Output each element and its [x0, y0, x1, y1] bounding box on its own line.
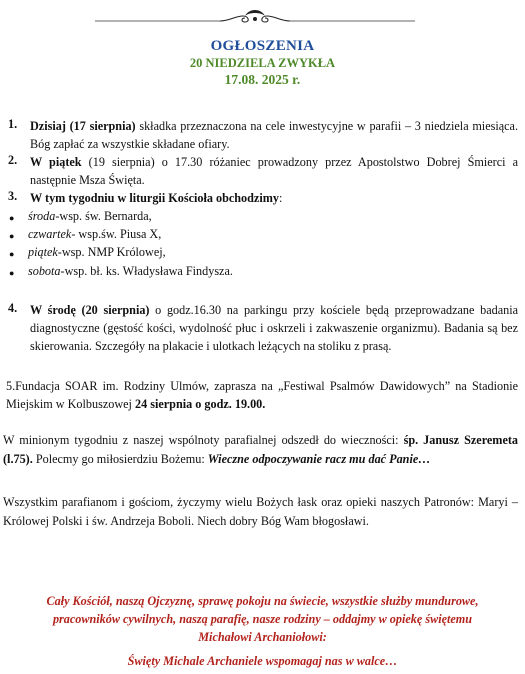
blessing-text: Wszystkim parafianom i gościom, życzymy wielu Bożych łask oraz opieki naszych Patronów: Maryi – Królowej Polski i św. Andrzeja Boboli. Niech dobry Bóg Wam błogosławi. [3, 495, 518, 528]
deceased-notice [3, 431, 518, 469]
item-3-number: 3. [8, 189, 18, 203]
feast-text: -wsp. NMP Królowej, [57, 245, 166, 259]
announcement-5-time: 24 sierpnia o godz. 19.00. [134, 397, 266, 411]
announcement-5-text: 5.Fundacja SOAR im. Rodziny Ulmów, zaprasza na „Festiwal Psalmów Dawidowych” na Stadionie Miejskim w Kolbuszowej [6, 379, 518, 411]
deceased-mid: Polecmy go miłosierdziu Bożemu: [32, 452, 208, 466]
announcement-2-lead: W piątek [30, 155, 82, 169]
announcement-4 [30, 301, 518, 355]
page-date: 17.08. 2025 r. [224, 72, 301, 87]
feast-day: czwartek [28, 227, 72, 241]
item-1-number: 1. [8, 117, 18, 131]
feast-text: - wsp.św. Piusa X, [71, 227, 162, 241]
announcement-4-text: o godz.16.30 na parkingu przy kościele będą przeprowadzane badania diagnostyczne (gęstość kości, wydolność płuc i oskrzeli i zakwaszenie organizmu). Badania są bez skierowania. Szczegóły na plakacie i ulotkach leżących na stoliku z prasą. [30, 303, 518, 353]
deceased-prayer: Wieczne odpoczywanie racz mu dać Panie… [207, 452, 431, 466]
page-subtitle: 20 NIEDZIELA ZWYKŁA [189, 56, 336, 70]
announcement-3-lead: W tym tygodniu w liturgii Kościoła obchodzimy [30, 191, 279, 205]
announcement-1 [30, 117, 518, 153]
decorative-ornament [95, 4, 415, 26]
bullet-icon: ● [9, 231, 15, 241]
closing-line-3: Michałowi Archaniołowi: [198, 630, 327, 644]
feast-day: piątek [28, 245, 58, 259]
feast-item [28, 264, 233, 279]
feast-day: sobota [28, 264, 61, 278]
bullet-icon: ● [9, 268, 15, 278]
feast-item [28, 245, 166, 260]
item-4-number: 4. [8, 301, 18, 315]
announcement-4-lead: W środę (20 sierpnia) [30, 303, 150, 317]
announcement-1-text: składka przeznaczona na cele inwestycyjne w parafii – 3 niedziela miesiąca. Bóg zapłać za wszystkie składane ofiary. [30, 119, 519, 151]
deceased-intro: W minionym tygodniu z naszej wspólnoty parafialnej odszedł do wieczności: [3, 433, 404, 447]
item-2-number: 2. [8, 153, 18, 167]
bullet-icon: ● [9, 249, 15, 259]
closing-line-1: Cały Kościół, naszą Ojczyznę, sprawę pokoju na świecie, wszystkie służby mundurowe, [46, 594, 479, 608]
page-title: OGŁOSZENIA [210, 38, 315, 54]
deceased-name: śp. Janusz Szeremeta (l.75). [3, 433, 519, 466]
announcement-1-lead: Dzisiaj (17 sierpnia) [30, 119, 136, 133]
feast-text: -wsp. św. Bernarda, [55, 209, 152, 223]
feast-item [28, 227, 161, 242]
closing-line-2: pracowników cywilnych, naszą parafię, nasze rodziny – oddajmy w opiekę świętemu [52, 612, 473, 626]
feast-day: środa [28, 209, 56, 223]
announcement-2-text: (19 sierpnia) o 17.30 różaniec prowadzony przez Apostolstwo Dobrej Śmierci a następnie Msza Święta. [30, 155, 518, 187]
announcement-3-text: : [278, 191, 283, 205]
closing-invocation: Święty Michale Archaniele wspomagaj nas w walce… [127, 654, 398, 668]
announcement-2 [30, 153, 518, 189]
bullet-icon: ● [9, 213, 15, 223]
feast-item [28, 209, 152, 224]
announcement-3 [30, 189, 518, 207]
announcement-5 [6, 377, 518, 413]
feast-text: -wsp. bł. ks. Władysława Findysza. [60, 264, 233, 278]
